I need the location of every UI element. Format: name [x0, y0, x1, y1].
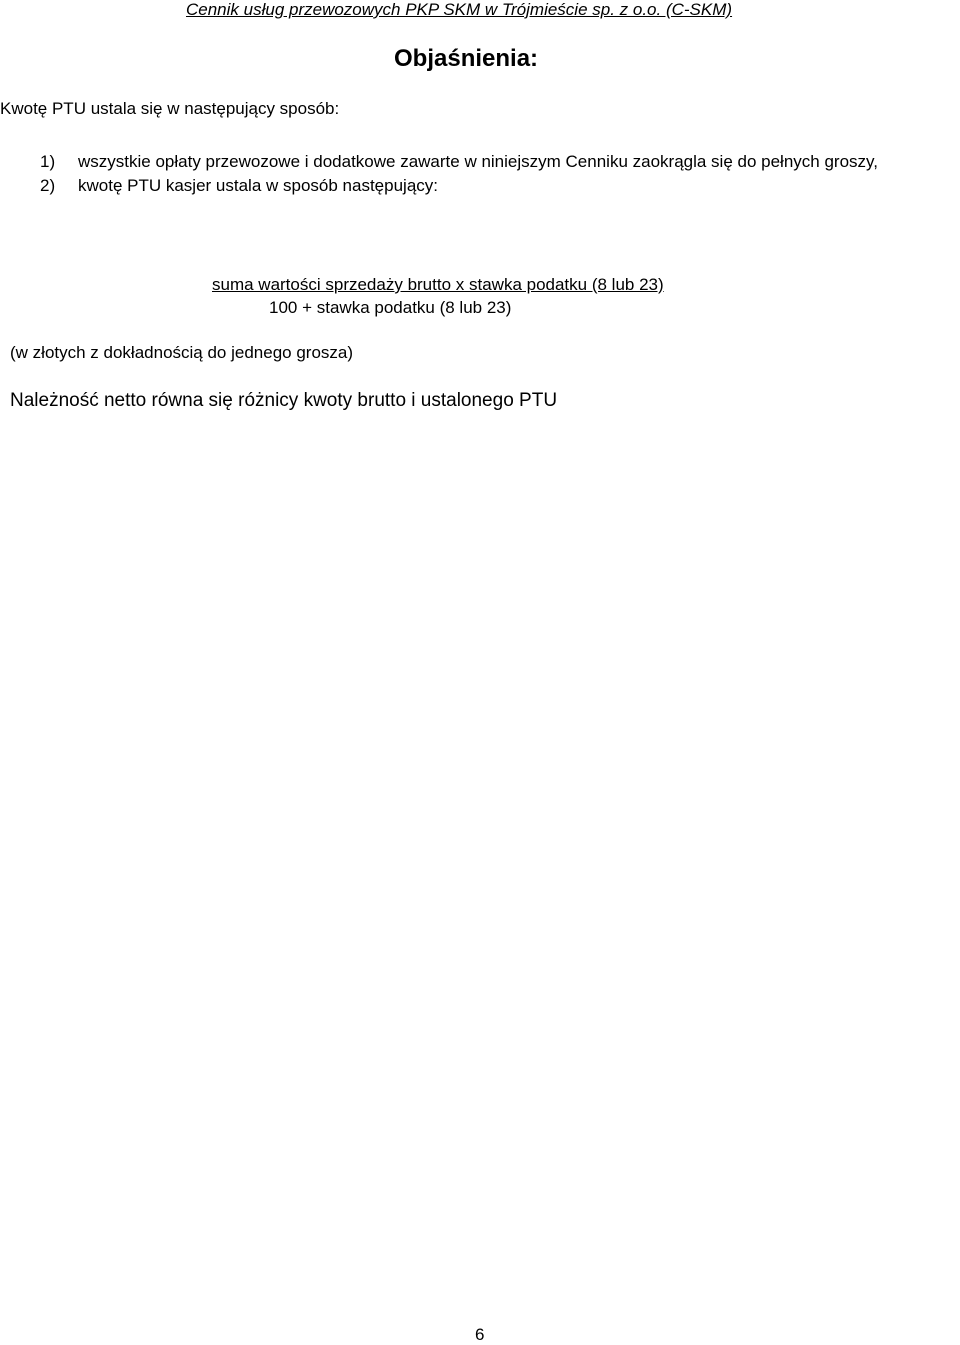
formula-denominator: 100 + stawka podatku (8 lub 23) [269, 298, 512, 317]
rules-list [40, 150, 960, 198]
ptu-formula [212, 273, 664, 319]
intro-text: Kwotę PTU ustala się w następujący sposób: [0, 99, 340, 118]
list-item-number: 1) [40, 152, 56, 171]
list-item-number: 2) [40, 176, 56, 195]
precision-note: (w złotych z dokładnością do jednego grosza) [10, 343, 354, 362]
netto-statement: Należność netto równa się różnicy kwoty brutto i ustalonego PTU [10, 390, 558, 411]
list-item-text: wszystkie opłaty przewozowe i dodatkowe zawarte w niniejszym Cenniku zaokrągla się do pełnych groszy, [78, 152, 878, 171]
page-number: 6 [475, 1325, 485, 1344]
list-item [40, 150, 960, 174]
list-item-text: kwotę PTU kasjer ustala w sposób następujący: [78, 176, 439, 195]
formula-numerator: suma wartości sprzedaży brutto x stawka podatku (8 lub 23) [212, 275, 664, 294]
list-item [40, 174, 960, 198]
running-header: Cennik usług przewozowych PKP SKM w Trójmieście sp. z o.o. (C-SKM) [186, 0, 733, 19]
section-title: Objaśnienia: [394, 45, 539, 72]
